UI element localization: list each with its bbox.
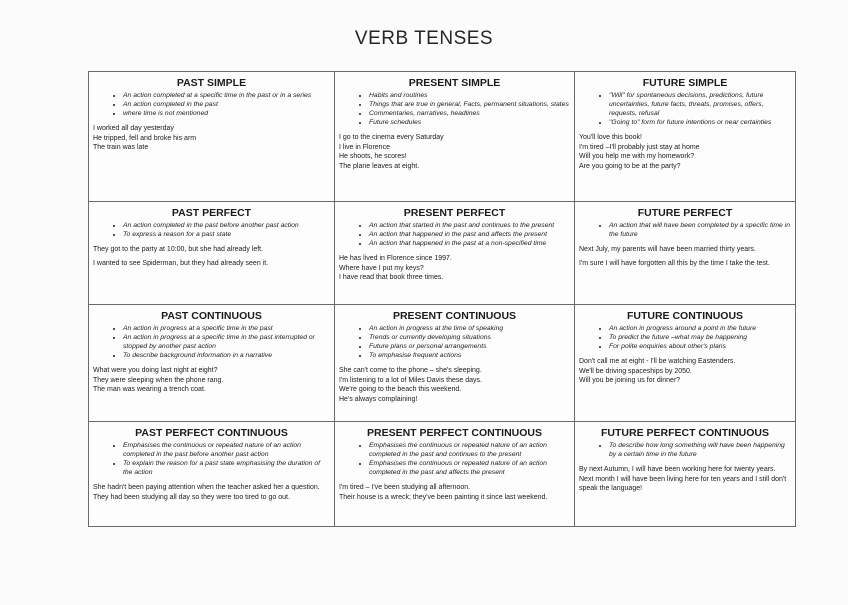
tense-title: FUTURE PERFECT: [637, 207, 733, 219]
verb-tenses-table: [88, 71, 796, 527]
example-list: [579, 133, 791, 171]
usage-list: [93, 441, 330, 477]
usage-item: • Future plans or personal arrangements: [369, 342, 570, 351]
example-list: [93, 366, 330, 395]
tense-cell-present-simple: [335, 72, 575, 202]
example-list: [93, 245, 330, 268]
example-sentence: They had been studying all day so they were too tired to go out.: [93, 493, 290, 501]
example-sentence: Next July, my parents will have been married thirty years.: [579, 246, 756, 253]
page-title: VERB TENSES: [354, 28, 494, 49]
usage-item: • Emphasises the continuous or repeated nature of an action completed in the past before another past action: [123, 441, 330, 459]
example-sentence: By next Autumn, I will have been working here for twenty years.: [579, 466, 776, 473]
tense-title: PAST SIMPLE: [176, 77, 247, 89]
example-sentence: Will you help me with my homework?: [579, 153, 695, 160]
example-sentence: I live in Florence: [339, 143, 390, 151]
tense-title: FUTURE PERFECT CONTINUOUS: [601, 427, 769, 439]
tense-cell-present-continuous: [335, 305, 575, 422]
example-sentence: Next month I will have been living here for ten years and I still don't speak the language!: [579, 475, 787, 492]
usage-list: [579, 221, 791, 239]
usage-item: • An action in progress at a specific time in the past: [123, 324, 330, 333]
usage-list: [93, 324, 330, 360]
usage-item: • An action completed in the past before another past action: [123, 221, 330, 230]
usage-list: [339, 324, 570, 360]
tense-title: FUTURE SIMPLE: [642, 77, 728, 89]
example-sentence: I'm sure I will have forgotten all this by the time I take the test.: [579, 259, 770, 267]
usage-item: • To explain the reason for a past state emphasising the duration of the action: [123, 459, 330, 477]
usage-item: • To describe background information in a narrative: [123, 351, 330, 360]
usage-item: • An action in progress at the time of speaking: [369, 324, 570, 333]
example-list: [93, 124, 330, 153]
example-sentence: Their house is a wreck; they've been painting it since last weekend.: [339, 493, 548, 501]
usage-list: [93, 91, 330, 118]
usage-list: [339, 441, 570, 477]
example-sentence: They were sleeping when the phone rang.: [93, 376, 224, 384]
tense-title: PRESENT PERFECT CONTINUOUS: [366, 427, 542, 439]
example-sentence: I worked all day yesterday: [93, 125, 174, 132]
tense-cell-past-simple: [89, 72, 335, 202]
usage-item: • An action completed at a specific time in the past or in a series: [123, 91, 330, 100]
example-sentence: I have read that book three times.: [339, 274, 444, 281]
example-sentence: We're going to the beach this weekend.: [339, 386, 462, 393]
example-sentence: I'm listening to a lot of Miles Davis these days.: [339, 376, 482, 384]
example-sentence: Don't call me at eight - I'll be watching Eastenders.: [579, 358, 736, 365]
usage-item: • An action that will have been completed by a specific time in the future: [609, 221, 791, 239]
example-sentence: She can't come to the phone – she's sleeping.: [339, 367, 482, 374]
example-sentence: I'm tired –I'll probably just stay at home: [579, 143, 700, 151]
tense-title: PRESENT CONTINUOUS: [392, 310, 517, 322]
usage-item: • "Going to" form for future intentions or near certainties: [609, 118, 791, 127]
example-sentence: We'll be driving spaceships by 2050.: [579, 367, 692, 375]
example-list: [579, 465, 791, 494]
example-list: [339, 254, 570, 283]
usage-item: • where time is not mentioned: [123, 109, 330, 118]
usage-item: • For polite enquiries about other's plans: [609, 342, 791, 351]
usage-item: • An action completed in the past: [123, 100, 330, 109]
example-sentence: I wanted to see Spiderman, but they had already seen it.: [93, 259, 269, 267]
usage-item: • Habits and routines: [369, 91, 570, 100]
example-sentence: The man was wearing a trench coat.: [93, 386, 206, 393]
example-list: [93, 483, 330, 502]
usage-list: [579, 324, 791, 351]
usage-list: [93, 221, 330, 239]
tense-cell-future-perfect: [575, 202, 796, 305]
usage-item: • An action that happened in the past at a non-specified time: [369, 239, 570, 248]
example-sentence: He shoots, he scores!: [339, 153, 407, 160]
usage-item: • To describe how long something will have been happening by a certain time in the future: [609, 441, 791, 459]
example-sentence: He's always complaining!: [339, 395, 418, 403]
usage-item: • Things that are true in general, Facts, permanent situations, states: [369, 100, 570, 109]
tense-title: PAST PERFECT CONTINUOUS: [135, 427, 288, 439]
usage-item: • An action in progress at a specific time in the past interrupted or stopped by another past action: [123, 333, 330, 351]
example-list: [579, 245, 791, 268]
tense-title: PAST PERFECT: [171, 207, 252, 219]
usage-item: • An action in progress around a point in the future: [609, 324, 791, 333]
usage-item: • To express a reason for a past state: [123, 230, 330, 239]
example-list: [579, 357, 791, 386]
example-sentence: I'm tired – I've been studying all afternoon.: [339, 484, 471, 491]
usage-item: • Emphasises the continuous or repeated nature of an action completed in the past and affects the present: [369, 459, 570, 477]
example-sentence: The train was late: [93, 144, 149, 151]
example-sentence: Are you going to be at the party?: [579, 162, 681, 170]
example-sentence: You'll love this book!: [579, 134, 642, 141]
example-sentence: Will you be joining us for dinner?: [579, 377, 681, 384]
example-list: [339, 366, 570, 404]
tense-cell-future-perfect-continuous: [575, 422, 796, 527]
tense-cell-past-continuous: [89, 305, 335, 422]
tense-title: PRESENT SIMPLE: [408, 77, 501, 89]
usage-item: • An action that started in the past and continues to the present: [369, 221, 570, 230]
tense-cell-future-continuous: [575, 305, 796, 422]
example-sentence: They got to the party at 10:00, but she had already left.: [93, 246, 264, 253]
tense-cell-present-perfect: [335, 202, 575, 305]
usage-item: • Emphasises the continuous or repeated nature of an action completed in the past and continues to the present: [369, 441, 570, 459]
tense-cell-present-perfect-continuous: [335, 422, 575, 527]
usage-item: • Trends or currently developing situations: [369, 333, 570, 342]
tense-cell-future-simple: [575, 72, 796, 202]
tense-title: PAST CONTINUOUS: [161, 310, 262, 322]
usage-list: [339, 221, 570, 248]
tense-cell-past-perfect-continuous: [89, 422, 335, 527]
example-sentence: What were you doing last night at eight?: [93, 367, 218, 374]
usage-item: • To emphasise frequent actions: [369, 351, 570, 360]
example-sentence: He tripped, fell and broke his arm: [93, 134, 197, 142]
usage-item: • "Will" for spontaneous decisions, predictions, future uncertainties, future facts, threats, promises, offers, requests, refusal: [609, 91, 791, 118]
example-sentence: He has lived in Florence since 1997.: [339, 255, 452, 262]
example-list: [339, 483, 570, 502]
example-list: [339, 133, 570, 171]
tense-title: PRESENT PERFECT: [403, 207, 506, 219]
usage-item: • Commentaries, narratives, headlines: [369, 109, 570, 118]
usage-list: [579, 91, 791, 127]
usage-item: • An action that happened in the past and affects the present: [369, 230, 570, 239]
example-sentence: The plane leaves at eight.: [339, 162, 420, 170]
usage-item: • To predict the future –what may be happening: [609, 333, 791, 342]
example-sentence: Where have I put my keys?: [339, 264, 424, 272]
usage-list: [339, 91, 570, 127]
usage-list: [579, 441, 791, 459]
example-sentence: She hadn't been paying attention when the teacher asked her a question.: [93, 484, 320, 491]
example-sentence: I go to the cinema every Saturday: [339, 134, 444, 141]
usage-item: • Future schedules: [369, 118, 570, 127]
tense-cell-past-perfect: [89, 202, 335, 305]
tense-title: FUTURE CONTINUOUS: [626, 310, 744, 322]
